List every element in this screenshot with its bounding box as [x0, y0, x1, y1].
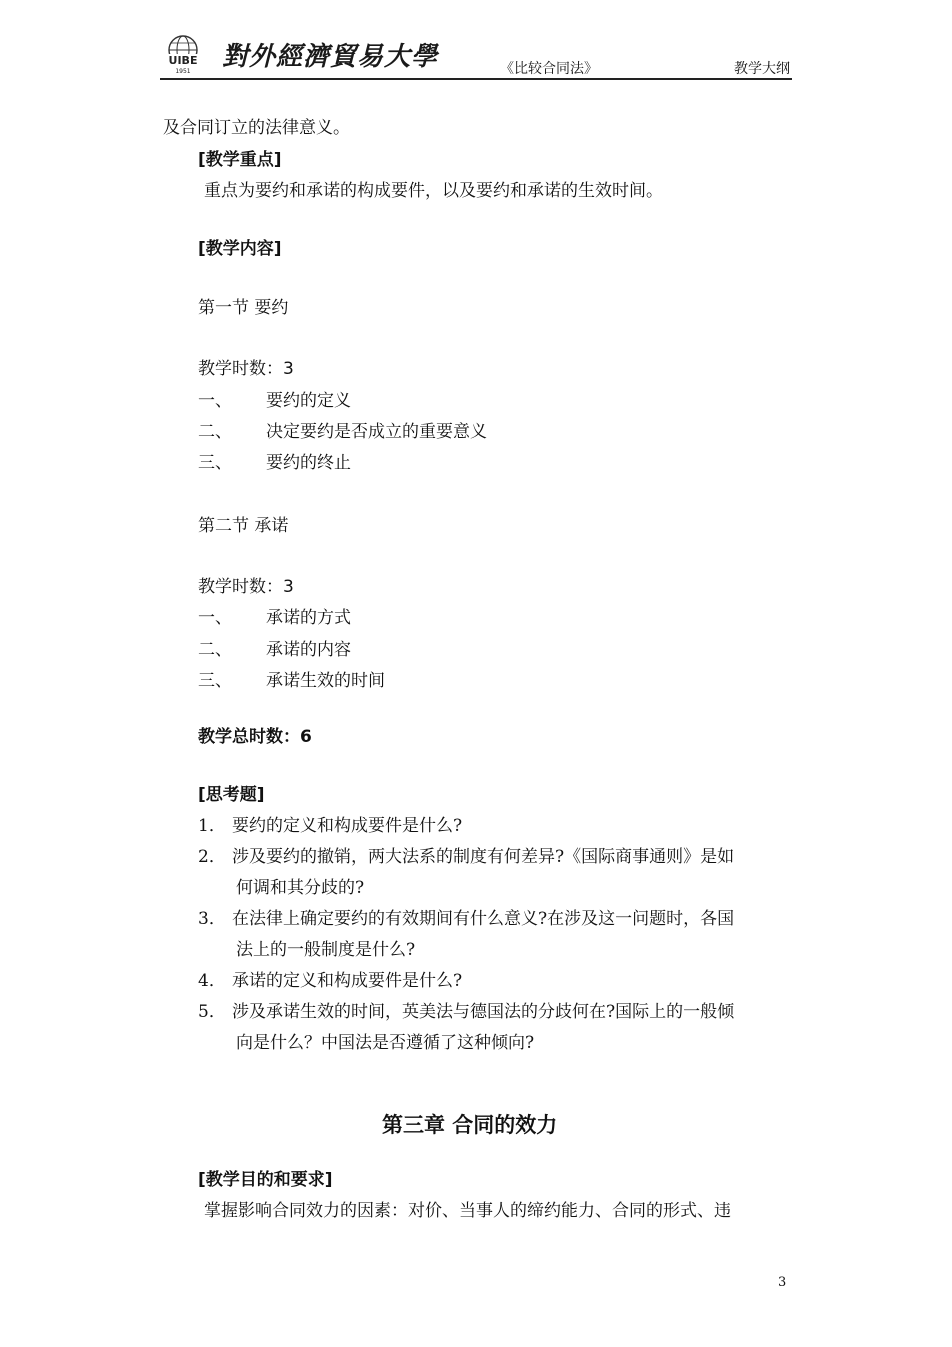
key-points-heading: [教学重点]: [198, 150, 282, 170]
section2-item-num: 二、: [198, 640, 232, 660]
question-text: 要约的定义和构成要件是什么?: [232, 816, 463, 836]
section2-item-text: 承诺生效的时间: [266, 671, 385, 691]
question-text: 涉及要约的撤销，两大法系的制度有何差异?《国际商事通则》是如: [232, 847, 735, 867]
chapter-title: 第三章 合同的效力: [382, 1113, 558, 1137]
question-num: 3．: [198, 909, 226, 929]
page-number: 3: [778, 1275, 787, 1290]
section1-item-text: 决定要约是否成立的重要意义: [266, 422, 487, 442]
document-type: 教学大纲: [734, 61, 790, 77]
section1-item-num: 三、: [198, 453, 232, 473]
question-text: 涉及承诺生效的时间，英美法与德国法的分歧何在?国际上的一般倾: [232, 1002, 735, 1022]
objectives-heading: [教学目的和要求]: [198, 1170, 333, 1190]
page-header: [160, 30, 792, 80]
section1-title: 第一节 要约: [198, 298, 289, 318]
section1-item-text: 要约的定义: [266, 391, 351, 411]
section2-item-text: 承诺的内容: [266, 640, 351, 660]
header-divider: [160, 78, 792, 80]
question-num: 1．: [198, 816, 226, 836]
course-title: 《比较合同法》: [500, 61, 598, 77]
question-text-cont: 何调和其分歧的?: [236, 878, 365, 898]
question-num: 2．: [198, 847, 226, 867]
logo-year: 1951: [175, 68, 191, 75]
question-text-cont: 向是什么？中国法是否遵循了这种倾向?: [236, 1033, 535, 1053]
question-text: 在法律上确定要约的有效期间有什么意义?在涉及这一问题时，各国: [232, 909, 735, 929]
university-name: 對外經濟貿易大學: [222, 42, 439, 72]
total-hours: 教学总时数：6: [198, 727, 312, 747]
section1-hours: 教学时数：3: [198, 359, 294, 379]
section1-item-text: 要约的终止: [266, 453, 351, 473]
question-num: 5．: [198, 1002, 226, 1022]
objectives-text: 掌握影响合同效力的因素：对价、当事人的缔约能力、合同的形式、违: [204, 1201, 731, 1221]
question-text-cont: 法上的一般制度是什么?: [236, 940, 416, 960]
section2-title: 第二节 承诺: [198, 516, 289, 536]
key-points-text: 重点为要约和承诺的构成要件，以及要约和承诺的生效时间。: [204, 181, 663, 201]
section2-hours: 教学时数：3: [198, 577, 294, 597]
section1-item-num: 一、: [198, 391, 232, 411]
section2-item-num: 一、: [198, 608, 232, 628]
section1-item-num: 二、: [198, 422, 232, 442]
section2-item-num: 三、: [198, 671, 232, 691]
question-num: 4．: [198, 971, 226, 991]
questions-heading: [思考题]: [198, 785, 265, 805]
university-logo-icon: [160, 30, 206, 76]
content-heading: [教学内容]: [198, 239, 282, 259]
question-text: 承诺的定义和构成要件是什么?: [232, 971, 463, 991]
section2-item-text: 承诺的方式: [266, 608, 351, 628]
logo-text: UIBE: [168, 54, 198, 67]
continuation-text: 及合同订立的法律意义。: [163, 118, 350, 138]
